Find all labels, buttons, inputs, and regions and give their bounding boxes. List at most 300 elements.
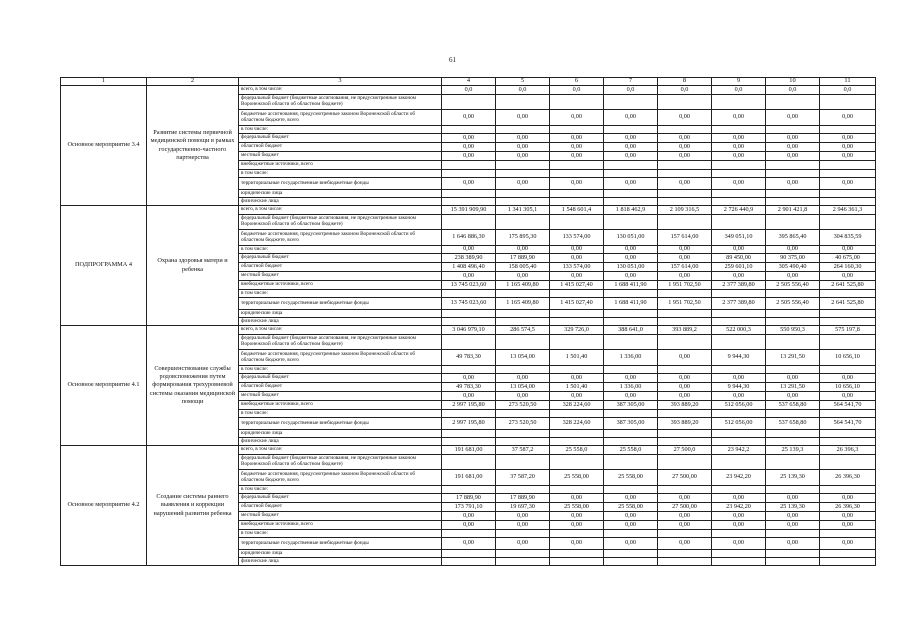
value-cell [550, 530, 604, 538]
value-cell: 264 160,30 [820, 263, 876, 272]
value-cell: 522 000,3 [712, 326, 766, 335]
activity-description-cell: Охрана здоровья матери и ребенка [147, 206, 239, 326]
funding-source-cell: в том числе: [239, 486, 442, 494]
value-cell: 0,00 [442, 178, 496, 190]
value-cell: 2 997 195,80 [442, 401, 496, 410]
value-cell [658, 335, 712, 350]
value-cell: 0,00 [550, 246, 604, 254]
value-cell: 0,00 [712, 521, 766, 530]
funding-source-cell: в том числе: [239, 410, 442, 418]
value-cell: 0,00 [604, 152, 658, 161]
funding-source-cell: местный бюджет [239, 392, 442, 401]
value-cell [604, 290, 658, 298]
value-cell [604, 95, 658, 110]
value-cell [604, 190, 658, 198]
value-cell: 0,00 [442, 512, 496, 521]
value-cell: 0,00 [604, 178, 658, 190]
value-cell [442, 530, 496, 538]
value-cell [766, 170, 820, 178]
value-cell [820, 126, 876, 134]
value-cell: 2 946 361,3 [820, 206, 876, 215]
value-cell: 0,00 [766, 134, 820, 143]
value-cell: 0,00 [766, 143, 820, 152]
value-cell: 0,00 [604, 374, 658, 383]
value-cell [712, 550, 766, 558]
value-cell [604, 455, 658, 470]
value-cell [658, 310, 712, 318]
value-cell [712, 318, 766, 326]
value-cell [658, 550, 712, 558]
value-cell: 0,00 [550, 538, 604, 550]
value-cell [550, 335, 604, 350]
value-cell [658, 558, 712, 566]
value-cell [712, 215, 766, 230]
value-cell: 0,00 [712, 538, 766, 550]
value-cell: 25 558,0 [604, 446, 658, 455]
funding-source-cell: федеральный бюджет (бюджетные ассигнования, не предусмотренные законом Воронежской области об областном бюджете) [239, 215, 442, 230]
value-cell [766, 455, 820, 470]
value-cell: 0,00 [550, 110, 604, 126]
value-cell [604, 318, 658, 326]
value-cell: 0,00 [496, 374, 550, 383]
value-cell: 23 942,2 [712, 446, 766, 455]
funding-source-cell: бюджетные ассигнования, предусмотренные законом Воронежской области об областном бюджете, всего [239, 230, 442, 246]
value-cell [442, 190, 496, 198]
value-cell: 27 500,00 [658, 470, 712, 486]
value-cell [604, 438, 658, 446]
value-cell [766, 198, 820, 206]
column-number-row [61, 78, 876, 86]
value-cell: 2 505 556,40 [766, 298, 820, 310]
funding-source-cell: местный бюджет [239, 272, 442, 281]
funding-source-cell: всего, в том числе: [239, 326, 442, 335]
column-number-cell: 11 [820, 78, 876, 86]
value-cell: 0,00 [712, 246, 766, 254]
value-cell [604, 310, 658, 318]
funding-source-cell: в том числе: [239, 246, 442, 254]
value-cell [604, 215, 658, 230]
column-number-cell: 7 [604, 78, 658, 86]
value-cell: 0,00 [658, 512, 712, 521]
value-cell: 0,0 [658, 86, 712, 95]
value-cell: 1 951 702,50 [658, 298, 712, 310]
column-number-cell: 6 [550, 78, 604, 86]
value-cell [550, 430, 604, 438]
value-cell [658, 198, 712, 206]
value-cell: 537 658,80 [766, 401, 820, 410]
value-cell [604, 335, 658, 350]
value-cell: 27 500,00 [658, 503, 712, 512]
value-cell: 0,00 [604, 110, 658, 126]
table-row [61, 446, 876, 455]
value-cell [442, 215, 496, 230]
value-cell [712, 455, 766, 470]
value-cell: 130 051,00 [604, 263, 658, 272]
value-cell: 0,00 [766, 152, 820, 161]
value-cell [658, 126, 712, 134]
value-cell [820, 530, 876, 538]
activity-name-cell: ПОДПРОГРАММА 4 [61, 206, 147, 326]
value-cell [712, 430, 766, 438]
value-cell: 17 889,90 [496, 494, 550, 503]
column-number-cell: 1 [61, 78, 147, 86]
table-row [61, 326, 876, 335]
funding-source-cell: юридические лица [239, 310, 442, 318]
value-cell: 0,00 [820, 392, 876, 401]
value-cell [550, 215, 604, 230]
value-cell [766, 126, 820, 134]
value-cell [658, 161, 712, 170]
value-cell [442, 438, 496, 446]
value-cell: 0,00 [442, 272, 496, 281]
value-cell: 13 291,50 [766, 383, 820, 392]
value-cell: 0,00 [604, 246, 658, 254]
funding-source-cell: внебюджетные источники, всего [239, 281, 442, 290]
value-cell [820, 215, 876, 230]
value-cell: 0,00 [658, 538, 712, 550]
value-cell: 0,00 [442, 246, 496, 254]
value-cell [712, 190, 766, 198]
funding-source-cell: территориальные государственные внебюджетные фонды [239, 178, 442, 190]
value-cell: 13 745 023,60 [442, 281, 496, 290]
value-cell [712, 170, 766, 178]
value-cell: 10 656,10 [820, 350, 876, 366]
value-cell [820, 198, 876, 206]
value-cell: 0,00 [496, 272, 550, 281]
value-cell [658, 366, 712, 374]
value-cell: 2 505 556,40 [766, 281, 820, 290]
value-cell [442, 126, 496, 134]
value-cell [442, 318, 496, 326]
value-cell: 0,00 [442, 143, 496, 152]
funding-source-cell: бюджетные ассигнования, предусмотренные законом Воронежской области об областном бюджете, всего [239, 110, 442, 126]
value-cell: 13 291,50 [766, 350, 820, 366]
value-cell [550, 318, 604, 326]
value-cell [604, 410, 658, 418]
value-cell: 133 574,00 [550, 230, 604, 246]
value-cell: 0,00 [604, 272, 658, 281]
value-cell: 9 944,30 [712, 350, 766, 366]
activity-description-cell: Создание системы раннего выявления и коррекции нарушений развития ребенка [147, 446, 239, 566]
value-cell [442, 486, 496, 494]
value-cell: 0,00 [442, 392, 496, 401]
value-cell [712, 290, 766, 298]
value-cell: 0,00 [658, 134, 712, 143]
value-cell: 0,00 [712, 110, 766, 126]
value-cell: 349 051,10 [712, 230, 766, 246]
value-cell: 0,00 [550, 374, 604, 383]
value-cell: 0,00 [496, 134, 550, 143]
value-cell: 9 944,30 [712, 383, 766, 392]
value-cell: 0,00 [658, 152, 712, 161]
value-cell: 0,00 [442, 521, 496, 530]
value-cell: 0,00 [550, 134, 604, 143]
value-cell: 0,00 [712, 134, 766, 143]
funding-source-cell: всего, в том числе: [239, 446, 442, 455]
value-cell [442, 410, 496, 418]
value-cell: 90 375,00 [766, 254, 820, 263]
value-cell: 0,00 [820, 178, 876, 190]
value-cell: 0,00 [766, 374, 820, 383]
value-cell: 387 305,00 [604, 418, 658, 430]
funding-source-cell: бюджетные ассигнования, предусмотренные законом Воронежской области об областном бюджете, всего [239, 470, 442, 486]
value-cell: 387 305,00 [604, 401, 658, 410]
funding-source-cell: федеральный бюджет (бюджетные ассигнования, не предусмотренные законом Воронежской области об областном бюджете) [239, 335, 442, 350]
value-cell: 1 415 027,40 [550, 298, 604, 310]
value-cell: 0,00 [766, 272, 820, 281]
value-cell: 0,00 [766, 512, 820, 521]
value-cell [820, 558, 876, 566]
value-cell: 0,00 [658, 272, 712, 281]
value-cell: 0,00 [820, 246, 876, 254]
value-cell: 388 641,0 [604, 326, 658, 335]
value-cell: 0,00 [658, 383, 712, 392]
value-cell: 13 054,00 [496, 383, 550, 392]
value-cell: 0,00 [766, 392, 820, 401]
value-cell: 0,00 [604, 494, 658, 503]
value-cell [550, 455, 604, 470]
value-cell: 40 675,00 [820, 254, 876, 263]
value-cell: 395 865,40 [766, 230, 820, 246]
value-cell: 2 641 525,80 [820, 281, 876, 290]
funding-source-cell: областной бюджет [239, 263, 442, 272]
activity-name-cell: Основное мероприятие 3.4 [61, 86, 147, 206]
activity-name-cell: Основное мероприятие 4.2 [61, 446, 147, 566]
value-cell: 49 783,30 [442, 350, 496, 366]
value-cell [766, 318, 820, 326]
value-cell [496, 310, 550, 318]
value-cell [496, 290, 550, 298]
value-cell [766, 310, 820, 318]
column-number-cell: 3 [239, 78, 442, 86]
value-cell: 0,00 [712, 272, 766, 281]
value-cell: 0,00 [658, 246, 712, 254]
value-cell: 0,00 [766, 246, 820, 254]
value-cell: 0,00 [658, 178, 712, 190]
funding-source-cell: федеральный бюджет [239, 254, 442, 263]
value-cell [496, 198, 550, 206]
value-cell: 25 558,00 [604, 503, 658, 512]
value-cell [550, 486, 604, 494]
value-cell: 25 139,30 [766, 470, 820, 486]
value-cell: 15 391 909,90 [442, 206, 496, 215]
value-cell: 328 224,60 [550, 401, 604, 410]
funding-source-cell: местный бюджет [239, 152, 442, 161]
value-cell: 1 408 496,40 [442, 263, 496, 272]
value-cell: 19 697,30 [496, 503, 550, 512]
value-cell: 1 951 702,50 [658, 281, 712, 290]
funding-source-cell: областной бюджет [239, 383, 442, 392]
value-cell [496, 558, 550, 566]
value-cell [550, 95, 604, 110]
value-cell: 0,00 [766, 494, 820, 503]
funding-source-cell: в том числе: [239, 170, 442, 178]
value-cell: 3 046 979,10 [442, 326, 496, 335]
value-cell [604, 366, 658, 374]
funding-source-cell: областной бюджет [239, 503, 442, 512]
value-cell [442, 95, 496, 110]
value-cell [550, 410, 604, 418]
value-cell [550, 290, 604, 298]
value-cell [820, 455, 876, 470]
value-cell [820, 161, 876, 170]
value-cell [820, 290, 876, 298]
value-cell: 393 889,20 [658, 418, 712, 430]
funding-source-cell: всего, в том числе: [239, 86, 442, 95]
value-cell [712, 126, 766, 134]
value-cell: 2 641 525,80 [820, 298, 876, 310]
value-cell: 0,00 [550, 143, 604, 152]
value-cell: 0,00 [496, 392, 550, 401]
value-cell: 0,00 [766, 178, 820, 190]
value-cell: 0,00 [550, 254, 604, 263]
value-cell [766, 190, 820, 198]
value-cell: 0,0 [712, 86, 766, 95]
value-cell: 550 950,3 [766, 326, 820, 335]
value-cell: 26 396,3 [820, 446, 876, 455]
column-number-cell: 10 [766, 78, 820, 86]
funding-source-cell: территориальные государственные внебюджетные фонды [239, 418, 442, 430]
value-cell [550, 310, 604, 318]
value-cell [550, 198, 604, 206]
value-cell [712, 335, 766, 350]
value-cell [658, 170, 712, 178]
funding-source-cell: физические лица [239, 558, 442, 566]
value-cell: 0,00 [712, 392, 766, 401]
value-cell: 2 377 389,80 [712, 281, 766, 290]
funding-source-cell: территориальные государственные внебюджетные фонды [239, 298, 442, 310]
value-cell: 17 889,90 [442, 494, 496, 503]
value-cell [658, 486, 712, 494]
value-cell [604, 161, 658, 170]
value-cell: 191 681,00 [442, 470, 496, 486]
value-cell [496, 455, 550, 470]
value-cell: 25 558,00 [604, 470, 658, 486]
value-cell: 23 942,20 [712, 503, 766, 512]
value-cell [712, 410, 766, 418]
value-cell: 1 688 411,90 [604, 281, 658, 290]
value-cell [712, 486, 766, 494]
funding-source-cell: юридические лица [239, 190, 442, 198]
value-cell [604, 558, 658, 566]
funding-source-cell: федеральный бюджет [239, 134, 442, 143]
value-cell [766, 430, 820, 438]
value-cell: 0,00 [766, 110, 820, 126]
value-cell: 13 054,00 [496, 350, 550, 366]
value-cell: 0,00 [820, 134, 876, 143]
value-cell [766, 366, 820, 374]
value-cell [442, 558, 496, 566]
value-cell [658, 455, 712, 470]
value-cell: 512 056,00 [712, 418, 766, 430]
value-cell: 1 415 027,40 [550, 281, 604, 290]
value-cell [820, 438, 876, 446]
value-cell: 0,00 [766, 521, 820, 530]
value-cell [604, 126, 658, 134]
value-cell: 0,00 [658, 110, 712, 126]
value-cell [496, 190, 550, 198]
funding-source-cell: областной бюджет [239, 143, 442, 152]
value-cell: 0,00 [550, 392, 604, 401]
value-cell: 175 895,30 [496, 230, 550, 246]
value-cell [496, 530, 550, 538]
funding-source-cell: в том числе: [239, 530, 442, 538]
value-cell [820, 318, 876, 326]
value-cell [766, 161, 820, 170]
funding-source-cell: в том числе: [239, 290, 442, 298]
value-cell: 2 726 440,9 [712, 206, 766, 215]
column-number-cell: 2 [147, 78, 239, 86]
value-cell: 0,00 [604, 134, 658, 143]
value-cell: 25 139,3 [766, 446, 820, 455]
value-cell [820, 486, 876, 494]
value-cell [766, 530, 820, 538]
value-cell [442, 290, 496, 298]
value-cell [496, 335, 550, 350]
value-cell [496, 215, 550, 230]
value-cell [766, 486, 820, 494]
value-cell: 0,00 [550, 521, 604, 530]
value-cell: 49 783,30 [442, 383, 496, 392]
value-cell [766, 410, 820, 418]
value-cell [550, 438, 604, 446]
value-cell [550, 170, 604, 178]
value-cell: 0,00 [442, 110, 496, 126]
value-cell: 564 541,70 [820, 418, 876, 430]
value-cell: 2 109 316,5 [658, 206, 712, 215]
funding-source-cell: внебюджетные источники, всего [239, 401, 442, 410]
value-cell: 273 520,50 [496, 401, 550, 410]
value-cell [712, 530, 766, 538]
value-cell: 37 587,2 [496, 446, 550, 455]
value-cell: 0,00 [496, 152, 550, 161]
value-cell [712, 198, 766, 206]
value-cell [820, 335, 876, 350]
value-cell: 238 389,90 [442, 254, 496, 263]
value-cell: 0,00 [820, 110, 876, 126]
value-cell [496, 550, 550, 558]
funding-source-cell: внебюджетные источники, всего [239, 161, 442, 170]
value-cell [820, 310, 876, 318]
value-cell: 0,00 [712, 152, 766, 161]
value-cell: 0,00 [550, 494, 604, 503]
value-cell [496, 126, 550, 134]
value-cell: 1 646 886,30 [442, 230, 496, 246]
value-cell: 1 688 411,90 [604, 298, 658, 310]
value-cell: 0,00 [550, 152, 604, 161]
value-cell: 25 558,0 [550, 446, 604, 455]
column-number-cell: 5 [496, 78, 550, 86]
value-cell: 0,00 [496, 512, 550, 521]
value-cell: 564 541,70 [820, 401, 876, 410]
value-cell: 0,00 [766, 538, 820, 550]
value-cell [442, 550, 496, 558]
value-cell: 273 520,50 [496, 418, 550, 430]
value-cell: 0,00 [442, 538, 496, 550]
value-cell: 2 901 421,8 [766, 206, 820, 215]
value-cell: 0,00 [496, 178, 550, 190]
activity-description-cell: Совершенствование службы родовспоможения путем формирования трехуровневой системы оказания медицинской помощи [147, 326, 239, 446]
value-cell: 1 165 409,80 [496, 298, 550, 310]
value-cell: 0,00 [658, 143, 712, 152]
value-cell: 0,00 [658, 392, 712, 401]
value-cell: 0,00 [658, 494, 712, 503]
funding-source-cell: в том числе: [239, 126, 442, 134]
funding-source-cell: физические лица [239, 438, 442, 446]
value-cell [550, 190, 604, 198]
value-cell: 393 889,2 [658, 326, 712, 335]
value-cell: 0,00 [820, 152, 876, 161]
